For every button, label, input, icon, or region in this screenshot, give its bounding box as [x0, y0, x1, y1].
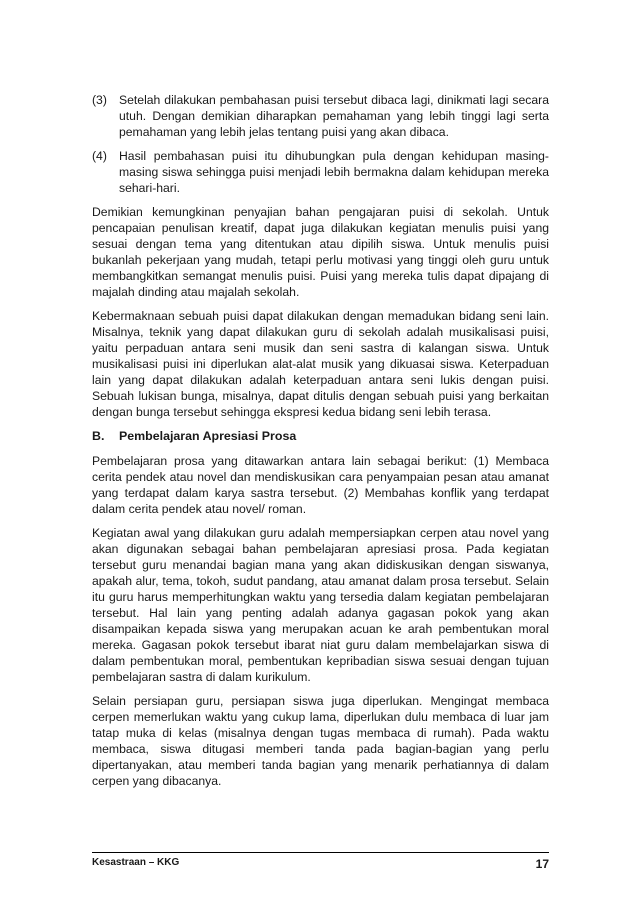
list-item-text: Setelah dilakukan pembahasan puisi tersebut dibaca lagi, dinikmati lagi secara utuh. Dengan demikian diharapkan pemahaman yang lebih tinggi lagi serta pemahaman yang lebih jelas tentang puisi yang akan dibaca. [119, 93, 549, 139]
list-item-number: (4) [92, 149, 107, 163]
list-item-number: (3) [92, 93, 107, 107]
page-body [92, 92, 549, 797]
list-item-text: Hasil pembahasan puisi itu dihubungkan pula dengan kehidupan masing-masing siswa sehingga puisi menjadi lebih bermakna dalam kehidupan mereka sehari-hari. [119, 149, 549, 195]
paragraph: Kebermaknaan sebuah puisi dapat dilakukan dengan memadukan bidang seni lain. Misalnya, teknik yang dapat dilakukan guru di sekolah adalah musikalisasi puisi, yaitu perpaduan antara seni musik dan seni sastra di kalangan siswa. Untuk musikalisasi puisi ini diperlukan alat-alat musik yang dikuasai siswa. Keterpaduan lain yang dapat dilakukan adalah keterpaduan antara seni lukis dengan puisi. Sebuah lukisan bunga, misalnya, dapat ditulis dengan sebuah puisi yang berkaitan dengan bunga tersebut sehingga ekspresi kedua bidang seni lebih terasa. [92, 309, 549, 419]
list-item [92, 92, 549, 140]
paragraph: Demikian kemungkinan penyajian bahan pengajaran puisi di sekolah. Untuk pencapaian penulisan kreatif, dapat juga dilakukan kegiatan menulis puisi yang sesuai dengan tema yang ditentukan atau dipilih siswa. Untuk menulis puisi bukanlah pekerjaan yang mudah, tetapi perlu motivasi yang tinggi oleh guru untuk membangkitkan semangat menulis puisi. Puisi yang mereka tulis dapat dipajang di majalah dinding atau majalah sekolah. [92, 205, 549, 299]
footer-title: Kesastraan – KKG [92, 857, 180, 868]
paragraph: Kegiatan awal yang dilakukan guru adalah mempersiapkan cerpen atau novel yang akan digunakan sebagai bahan pembelajaran apresiasi prosa. Pada kegiatan tersebut guru menandai bagian mana yang akan didiskusikan dengan siswanya, apakah alur, tema, tokoh, sudut pandang, atau amanat dalam prosa tersebut. Selain itu guru harus memperhitungkan waktu yang tersedia dalam kegiatan pembelajaran tersebut. Hal lain yang penting adalah adanya gagasan pokok yang akan disampaikan kepada siswa yang merupakan acuan ke arah pembentukan moral mereka. Gagasan pokok tersebut ibarat niat guru dalam membelajarkan siswa di dalam pembentukan moral, pembentukan kepribadian siswa sesuai dengan tujuan pembelajaran sastra di dalam kurikulum. [92, 526, 549, 684]
section-heading [92, 428, 549, 444]
section-title: Pembelajaran Apresiasi Prosa [119, 429, 297, 443]
section-letter: B. [92, 429, 105, 443]
paragraph: Pembelajaran prosa yang ditawarkan antara lain sebagai berikut: (1) Membaca cerita pendek atau novel dan mendiskusikan cara penyampaian pesan atau amanat yang terdapat dalam karya sastra tersebut. (2) Membahas konflik yang terdapat dalam cerita pendek atau novel/ roman. [92, 454, 549, 516]
page-footer [92, 852, 549, 871]
page-number: 17 [535, 857, 549, 871]
paragraph: Selain persiapan guru, persiapan siswa juga diperlukan. Mengingat membaca cerpen memerlukan waktu yang cukup lama, diperlukan dulu membaca di luar jam tatap muka di kelas (misalnya dengan tugas membaca di rumah). Pada waktu membaca, siswa ditugasi memberi tanda pada bagian-bagian yang perlu dipertanyakan, atau memberi tanda bagian yang menarik perhatiannya di dalam cerpen yang dibacanya. [92, 694, 549, 788]
list-item [92, 148, 549, 196]
